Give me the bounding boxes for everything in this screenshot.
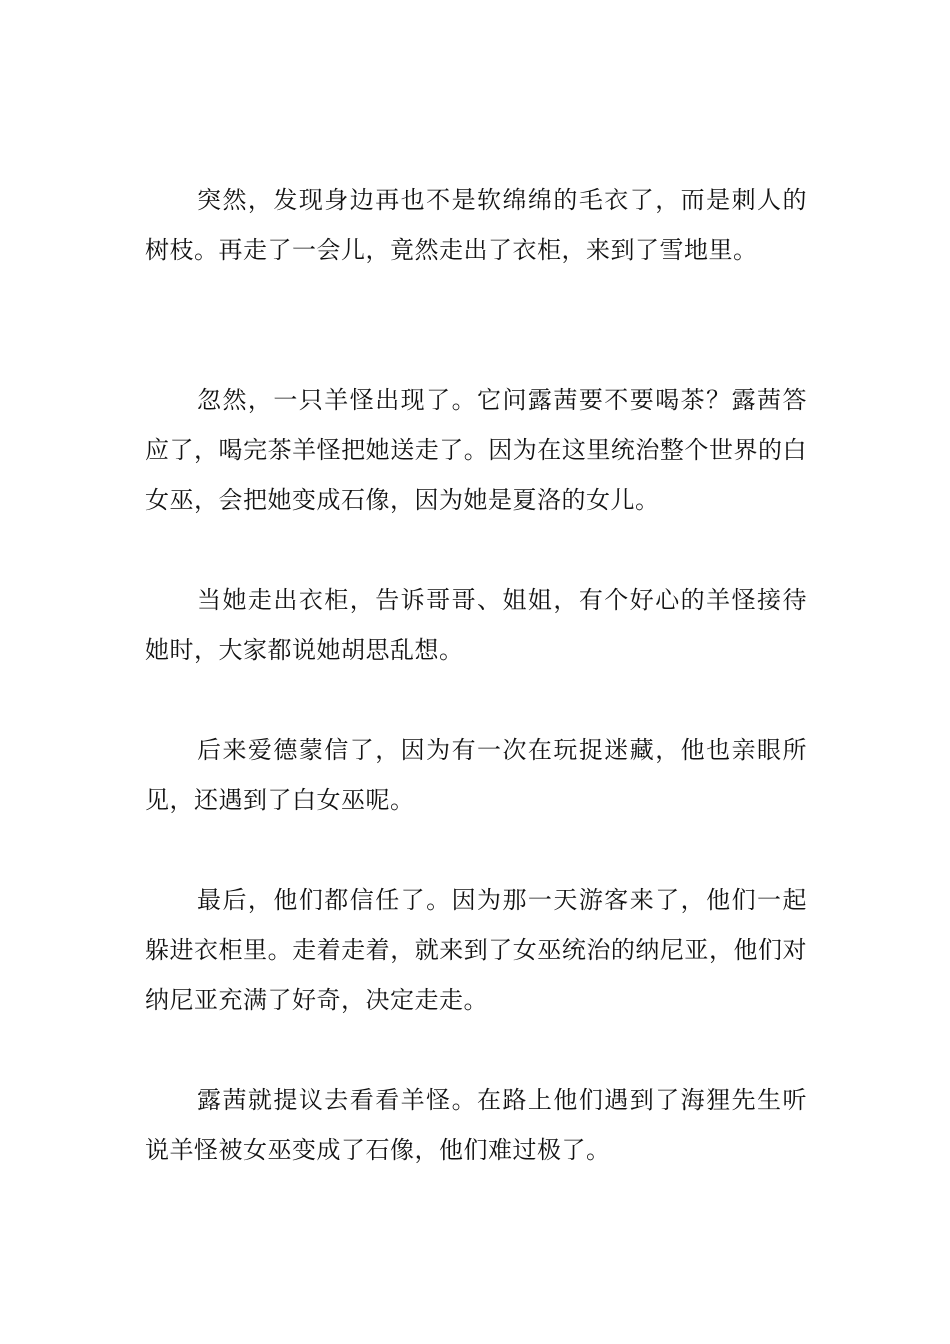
paragraph-2: 忽然，一只羊怪出现了。它问露茜要不要喝茶？露茜答应了，喝完茶羊怪把她送走了。因为在这里统治整个世界的白女巫，会把她变成石像，因为她是夏洛的女儿。 [145,386,807,514]
paragraph-4: 后来爱德蒙信了，因为有一次在玩捉迷藏，他也亲眼所见，还遇到了白女巫呢。 [145,736,807,814]
paragraph-1: 突然，发现身边再也不是软绵绵的毛衣了，而是刺人的树枝。再走了一会儿，竟然走出了衣柜，来到了雪地里。 [145,186,807,264]
paragraph-3: 当她走出衣柜，告诉哥哥、姐姐，有个好心的羊怪接待她时，大家都说她胡思乱想。 [145,586,807,664]
paragraph-6: 露茜就提议去看看羊怪。在路上他们遇到了海狸先生听说羊怪被女巫变成了石像，他们难过极了。 [145,1086,807,1164]
paragraph-5: 最后，他们都信任了。因为那一天游客来了，他们一起躲进衣柜里。走着走着，就来到了女巫统治的纳尼亚，他们对纳尼亚充满了好奇，决定走走。 [145,886,807,1014]
